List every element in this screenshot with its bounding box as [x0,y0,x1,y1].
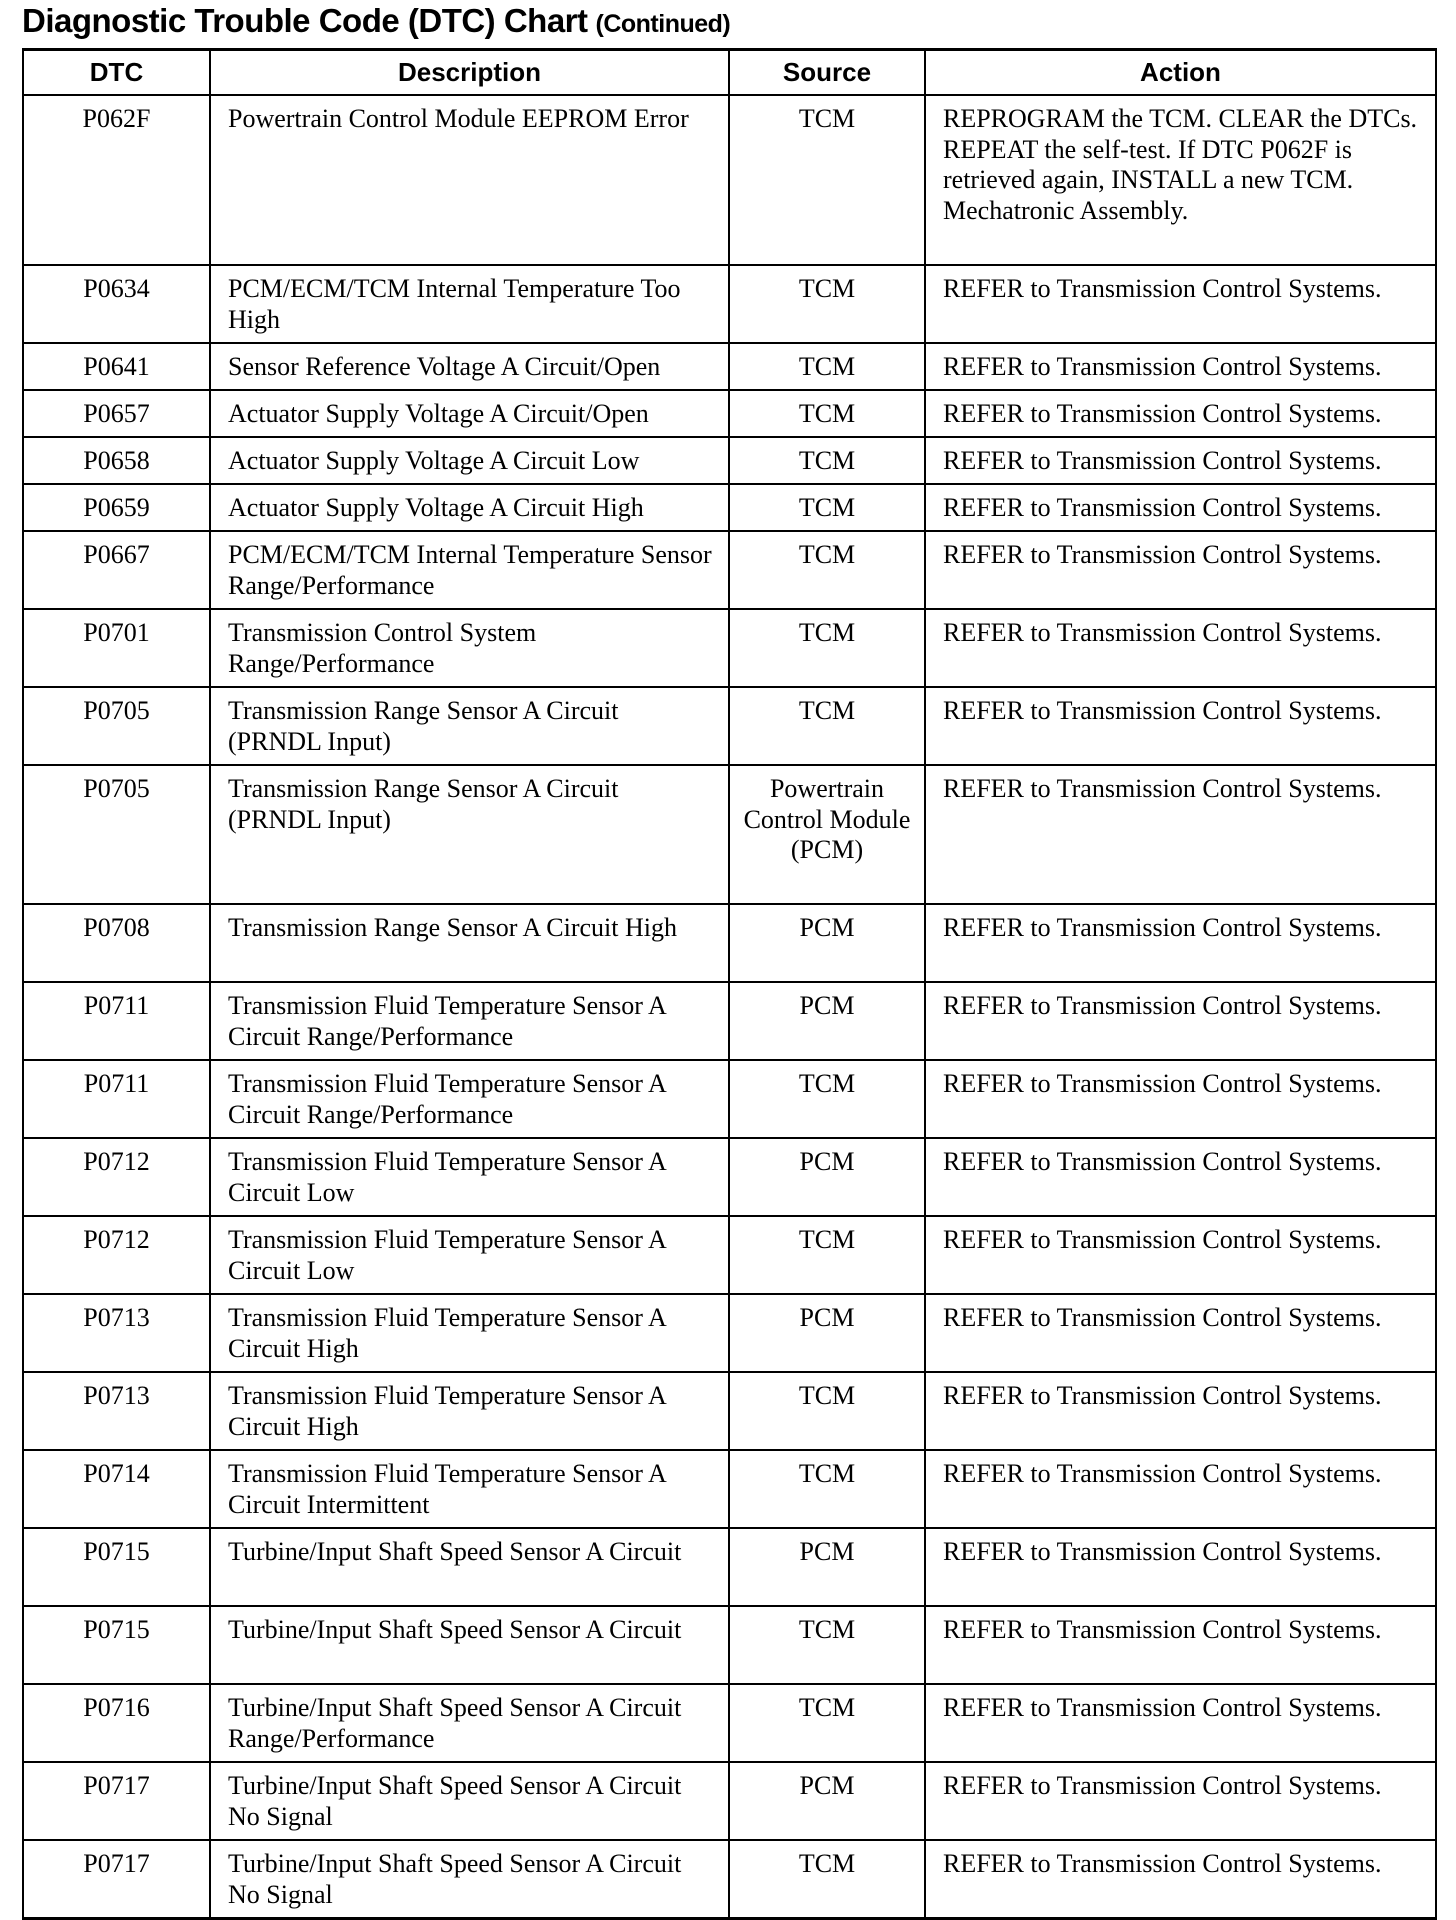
dtc-cell: P0701 [23,609,210,687]
action-cell: REFER to Transmission Control Systems. [925,609,1436,687]
table-row [23,982,1436,1060]
table-row [23,1762,1436,1840]
source-cell: TCM [729,1684,925,1762]
source-cell: TCM [729,531,925,609]
dtc-cell: P0714 [23,1450,210,1528]
header-dtc: DTC [23,50,210,96]
table-row [23,609,1436,687]
source-cell: TCM [729,95,925,265]
dtc-cell: P0634 [23,265,210,343]
description-cell: Turbine/Input Shaft Speed Sensor A Circuit No Signal [210,1840,729,1919]
dtc-cell: P0713 [23,1372,210,1450]
source-cell: TCM [729,1372,925,1450]
description-cell: Actuator Supply Voltage A Circuit Low [210,437,729,484]
action-cell: REFER to Transmission Control Systems. [925,765,1436,904]
dtc-cell: P0641 [23,343,210,390]
dtc-cell: P0711 [23,1060,210,1138]
description-cell: PCM/ECM/TCM Internal Temperature Too High [210,265,729,343]
table-row [23,1840,1436,1919]
action-cell: REFER to Transmission Control Systems. [925,1450,1436,1528]
description-cell: Transmission Fluid Temperature Sensor A Circuit Intermittent [210,1450,729,1528]
dtc-cell: P0705 [23,687,210,765]
dtc-cell: P0712 [23,1216,210,1294]
description-cell: Actuator Supply Voltage A Circuit/Open [210,390,729,437]
source-cell: TCM [729,265,925,343]
description-cell: Turbine/Input Shaft Speed Sensor A Circuit Range/Performance [210,1684,729,1762]
action-cell: REFER to Transmission Control Systems. [925,1294,1436,1372]
action-cell: REFER to Transmission Control Systems. [925,687,1436,765]
table-row [23,1216,1436,1294]
source-cell: PCM [729,1138,925,1216]
action-cell: REFER to Transmission Control Systems. [925,484,1436,531]
table-row [23,531,1436,609]
table-row [23,390,1436,437]
table-row [23,1060,1436,1138]
page-title [22,2,730,40]
table-row [23,437,1436,484]
description-cell: Transmission Fluid Temperature Sensor A Circuit High [210,1294,729,1372]
source-cell: TCM [729,390,925,437]
source-cell: PCM [729,982,925,1060]
table-row [23,484,1436,531]
source-cell: PCM [729,1762,925,1840]
source-cell: TCM [729,1450,925,1528]
action-cell: REFER to Transmission Control Systems. [925,1216,1436,1294]
description-cell: Transmission Fluid Temperature Sensor A Circuit High [210,1372,729,1450]
action-cell: REFER to Transmission Control Systems. [925,904,1436,982]
header-action: Action [925,50,1436,96]
action-cell: REFER to Transmission Control Systems. [925,531,1436,609]
table-row [23,904,1436,982]
table-row [23,1372,1436,1450]
action-cell: REFER to Transmission Control Systems. [925,390,1436,437]
action-cell: REFER to Transmission Control Systems. [925,1840,1436,1919]
action-cell: REFER to Transmission Control Systems. [925,1138,1436,1216]
action-cell: REFER to Transmission Control Systems. [925,1372,1436,1450]
header-source: Source [729,50,925,96]
source-cell: TCM [729,343,925,390]
table-row [23,343,1436,390]
action-cell: REPROGRAM the TCM. CLEAR the DTCs. REPEAT the self-test. If DTC P062F is retrieved again, INSTALL a new TCM. Mechatronic Assembly. [925,95,1436,265]
description-cell: Sensor Reference Voltage A Circuit/Open [210,343,729,390]
title-text: Diagnostic Trouble Code (DTC) Chart [22,2,588,39]
action-cell: REFER to Transmission Control Systems. [925,1060,1436,1138]
dtc-cell: P0708 [23,904,210,982]
action-cell: REFER to Transmission Control Systems. [925,1684,1436,1762]
dtc-cell: P0667 [23,531,210,609]
description-cell: Transmission Fluid Temperature Sensor A Circuit Range/Performance [210,982,729,1060]
dtc-cell: P0716 [23,1684,210,1762]
action-cell: REFER to Transmission Control Systems. [925,343,1436,390]
title-suffix: (Continued) [595,10,731,38]
table-row [23,1138,1436,1216]
dtc-cell: P0711 [23,982,210,1060]
dtc-cell: P0717 [23,1762,210,1840]
action-cell: REFER to Transmission Control Systems. [925,982,1436,1060]
dtc-cell: P062F [23,95,210,265]
source-cell: PCM [729,1528,925,1606]
dtc-cell: P0712 [23,1138,210,1216]
dtc-cell: P0715 [23,1528,210,1606]
source-cell: TCM [729,687,925,765]
source-cell: PCM [729,904,925,982]
source-cell: TCM [729,609,925,687]
dtc-cell: P0657 [23,390,210,437]
description-cell: Actuator Supply Voltage A Circuit High [210,484,729,531]
description-cell: Powertrain Control Module EEPROM Error [210,95,729,265]
table-row [23,95,1436,265]
source-cell: TCM [729,1840,925,1919]
action-cell: REFER to Transmission Control Systems. [925,1762,1436,1840]
table-row [23,1528,1436,1606]
header-description: Description [210,50,729,96]
table-row [23,1684,1436,1762]
description-cell: Transmission Fluid Temperature Sensor A Circuit Low [210,1138,729,1216]
action-cell: REFER to Transmission Control Systems. [925,437,1436,484]
action-cell: REFER to Transmission Control Systems. [925,265,1436,343]
action-cell: REFER to Transmission Control Systems. [925,1528,1436,1606]
description-cell: Transmission Control System Range/Performance [210,609,729,687]
description-cell: PCM/ECM/TCM Internal Temperature Sensor Range/Performance [210,531,729,609]
dtc-cell: P0713 [23,1294,210,1372]
description-cell: Turbine/Input Shaft Speed Sensor A Circuit [210,1528,729,1606]
description-cell: Transmission Fluid Temperature Sensor A Circuit Range/Performance [210,1060,729,1138]
table-row [23,765,1436,904]
table-row [23,1294,1436,1372]
table-row [23,1450,1436,1528]
source-cell: TCM [729,437,925,484]
source-cell: TCM [729,1606,925,1684]
description-cell: Transmission Range Sensor A Circuit (PRNDL Input) [210,687,729,765]
dtc-cell: P0658 [23,437,210,484]
action-cell: REFER to Transmission Control Systems. [925,1606,1436,1684]
dtc-cell: P0717 [23,1840,210,1919]
description-cell: Transmission Range Sensor A Circuit High [210,904,729,982]
source-cell: TCM [729,1216,925,1294]
dtc-table [22,48,1437,1920]
dtc-cell: P0659 [23,484,210,531]
source-cell: Powertrain Control Module (PCM) [729,765,925,904]
description-cell: Turbine/Input Shaft Speed Sensor A Circuit No Signal [210,1762,729,1840]
table-row [23,265,1436,343]
description-cell: Transmission Fluid Temperature Sensor A Circuit Low [210,1216,729,1294]
description-cell: Turbine/Input Shaft Speed Sensor A Circuit [210,1606,729,1684]
table-row [23,687,1436,765]
dtc-cell: P0705 [23,765,210,904]
dtc-cell: P0715 [23,1606,210,1684]
source-cell: TCM [729,1060,925,1138]
source-cell: PCM [729,1294,925,1372]
description-cell: Transmission Range Sensor A Circuit (PRNDL Input) [210,765,729,904]
table-header [23,50,1436,96]
source-cell: TCM [729,484,925,531]
table-row [23,1606,1436,1684]
